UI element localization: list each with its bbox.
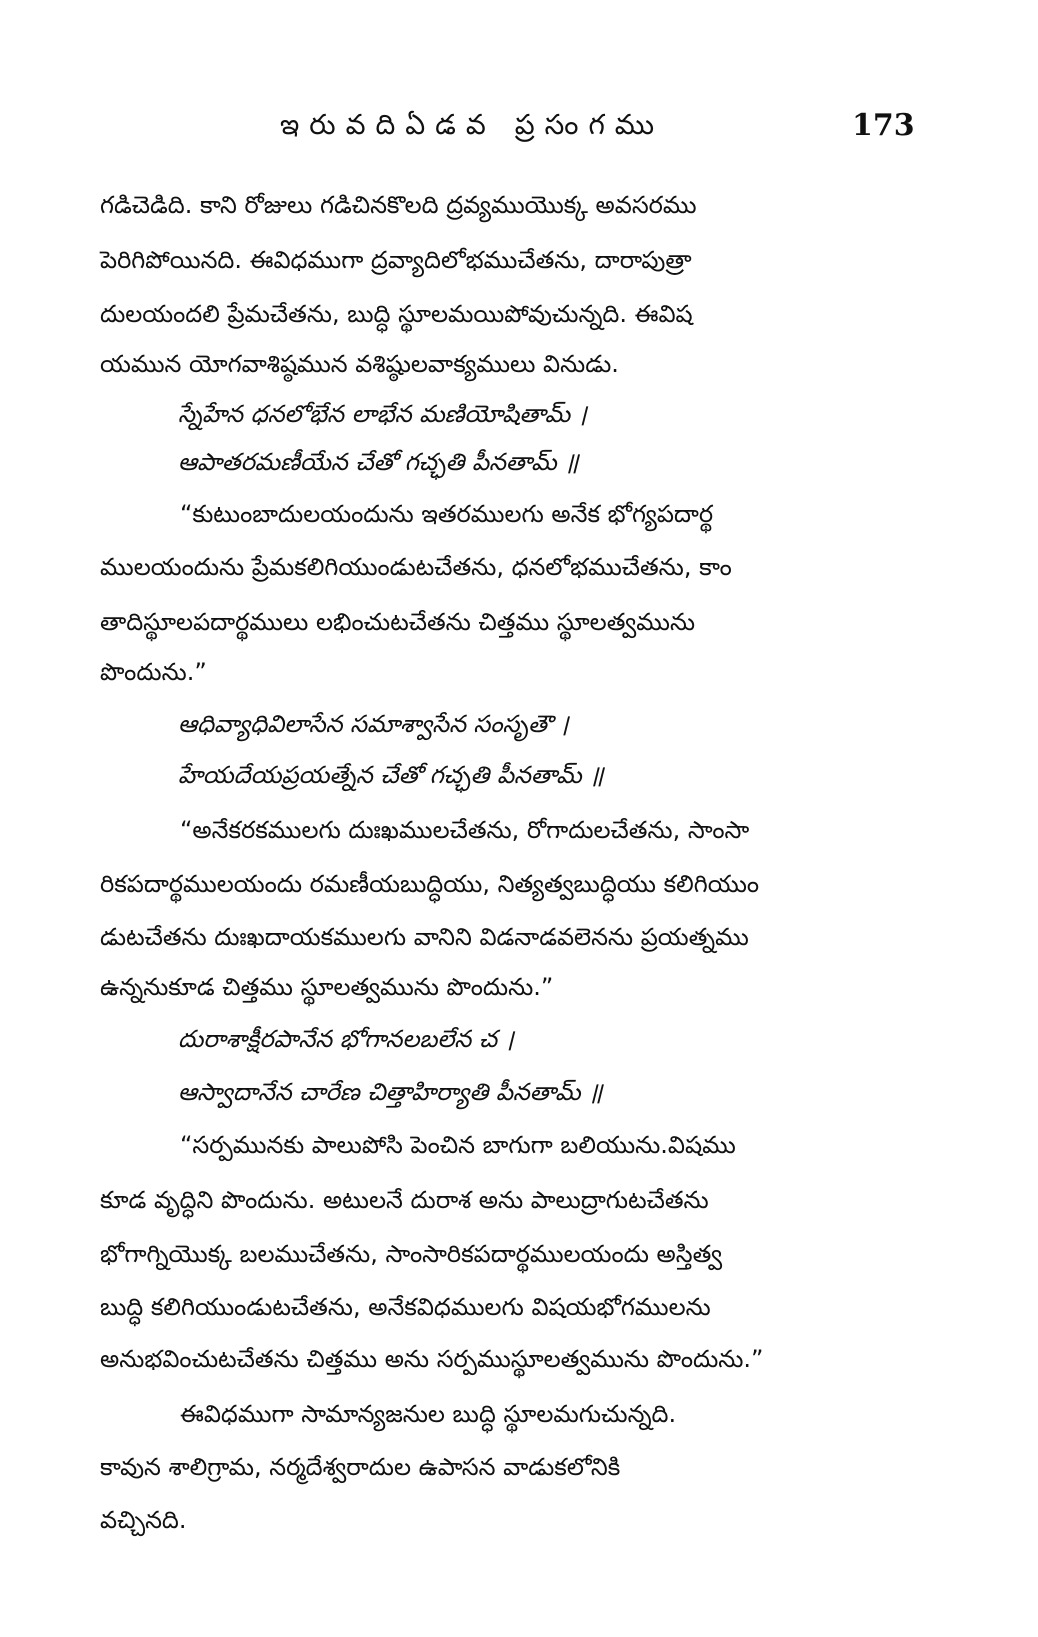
prose-line: అనుభవించుటచేతను చిత్తము అను సర్పముస్థూలత్వమును పొందును.”: [100, 1345, 764, 1373]
verse-line: ఆస్వాదానేన చారేణ చిత్తాహిర్యాతి పీనతామ్ ॥: [178, 1078, 603, 1106]
verse-line: దురాశాక్షీరపానేన భోగానలబలేన చ ।: [178, 1025, 514, 1053]
verse-line: ఆధివ్యాధివిలాసేన సమాశ్వాసేన సంసృతౌ ।: [178, 710, 569, 738]
prose-line: భోగాగ్నియొక్క బలముచేతను, సాంసారికపదార్థములయందు అస్తిత్వ: [100, 1240, 723, 1268]
prose-line: యమున యోగవాశిష్ఠమున వశిష్ఠులవాక్యములు వినుడు.: [100, 350, 619, 378]
prose-line: కావున శాలిగ్రామ, నర్మదేశ్వరాదుల ఉపాసన వాడుకలోనికి: [100, 1453, 621, 1481]
prose-line: గడిచెడిది. కాని రోజులు గడిచినకొలది ద్రవ్యముయొక్క అవసరము: [100, 191, 697, 219]
prose-line: “అనేకరకములగు దుఃఖములచేతను, రోగాదులచేతను, సాంసా: [180, 816, 750, 844]
prose-line: ఈవిధముగా సామాన్యజనుల బుద్ధి స్థూలమగుచున్నది.: [180, 1400, 677, 1428]
verse-line: స్నేహేన ధనలోభేన లాభేన మణియోషితామ్ ।: [178, 400, 587, 428]
prose-line: ములయందును ప్రేమకలిగియుండుటచేతను, ధనలోభముచేతను, కాం: [100, 553, 732, 581]
prose-line: “కుటుంబాదులయందును ఇతరములగు అనేక భోగ్యపదార్థ: [180, 500, 714, 528]
page-number: 173: [852, 108, 915, 143]
prose-line: రికపదార్థములయందు రమణీయబుద్ధియు, నిత్యత్వబుద్ధియు కలిగియుం: [100, 870, 760, 898]
prose-line: కూడ వృద్ధిని పొందును. అటులనే దురాశ అను పాలుద్రాగుటచేతను: [100, 1186, 709, 1214]
verse-line: ఆపాతరమణీయేన చేతో గచ్ఛతి పీనతామ్ ॥: [178, 448, 579, 476]
verse-line: హేయదేయప్రయత్నేన చేతో గచ్ఛతి పీనతామ్ ॥: [178, 761, 604, 789]
prose-line: వచ్చినది.: [100, 1506, 187, 1534]
chapter-title: ఇరువదిఏడవ ప్రసంగము: [280, 108, 665, 141]
prose-line: పెరిగిపోయినది. ఈవిధముగా ద్రవ్యాదిలోభముచేతను, దారాపుత్రా: [100, 246, 692, 274]
prose-line: “సర్పమునకు పాలుపోసి పెంచిన బాగుగా బలియును.విషము: [180, 1131, 736, 1159]
prose-line: దులయందలి ప్రేమచేతను, బుద్ధి స్థూలమయిపోవుచున్నది. ఈవిష: [100, 300, 693, 328]
prose-line: డుటచేతను దుఃఖదాయకములగు వానిని విడనాడవలెనను ప్రయత్నము: [100, 923, 749, 951]
prose-line: తాదిస్థూలపదార్థములు లభించుటచేతను చిత్తము స్థూలత్వమును: [100, 608, 696, 636]
page-header: [0, 108, 1038, 148]
prose-line: పొందును.”: [100, 658, 207, 686]
prose-line: ఉన్ననుకూడ చిత్తము స్థూలత్వమును పొందును.”: [100, 973, 554, 1001]
prose-line: బుద్ధి కలిగియుండుటచేతను, అనేకవిధములగు విషయభోగములను: [100, 1293, 711, 1321]
